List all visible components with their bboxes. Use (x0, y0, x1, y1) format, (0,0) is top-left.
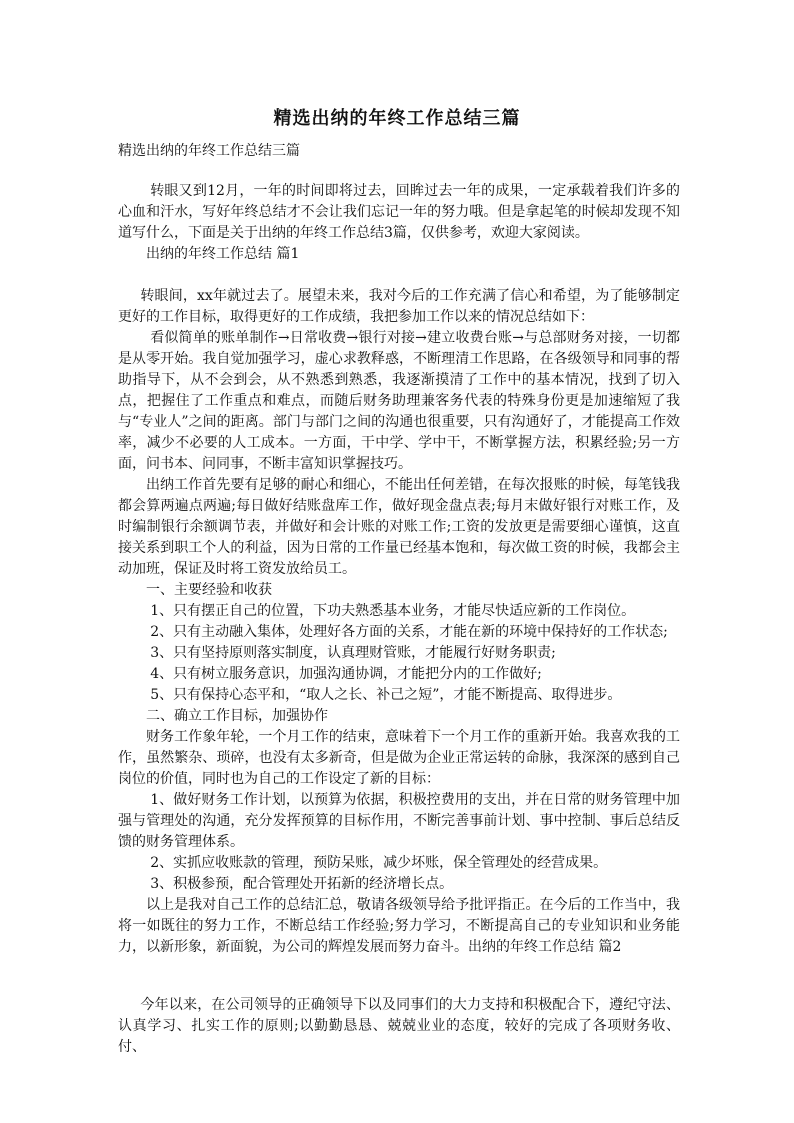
section-heading-1: 一、主要经验和收获 (146, 582, 272, 598)
document-subtitle: 精选出纳的年终工作总结三篇 (118, 143, 300, 159)
intro-block (118, 181, 680, 265)
list-item: 1、只有摆正自己的位置，下功夫熟悉基本业务，才能尽快适应新的工作岗位。 (150, 603, 636, 619)
list-item: 1、做好财务工作计划，以预算为依据，积极控费用的支出，并在日常的财务管理中加强与管理处的沟通，充分发挥预算的目标作用，不断完善事前计划、事中控制、事后总结反馈的财务管理体系。 (118, 792, 680, 850)
list-item: 3、积极参预，配合管理处开拓新的经济增长点。 (150, 876, 454, 892)
list-item: 3、只有坚持原则落实制度，认真理财管账，才能履行好财务职责; (150, 645, 556, 661)
list-item: 2、只有主动融入集体，处理好各方面的关系，才能在新的环境中保持好的工作状态; (150, 624, 668, 640)
part1-body (118, 286, 680, 958)
paragraph-3: 出纳工作首先要有足够的耐心和细心，不能出任何差错，在每次报账的时候，每笔钱我都会算两遍点两遍;每日做好结账盘库工作，做好现金盘点表;每月末做好银行对账工作，及时编制银行余额调节表，并做好和会计账的对账工作;工资的发放更是需要细心谨慎，这直接关系到职工个人的利益，因为日常的工作量已经基本饱和，每次做工资的时候，我都会主动加班，保证及时将工资发放给员工。 (118, 477, 680, 577)
paragraph-1: 转眼间，xx年就过去了。展望未来，我对今后的工作充满了信心和希望，为了能够制定更好的工作目标，取得更好的工作成绩，我把参加工作以来的情况总结如下： (118, 288, 680, 325)
section-heading-2: 二、确立工作目标，加强协作 (146, 708, 328, 724)
paragraph-2: 看似简单的账单制作→日常收费→银行对接→建立收费台账→与总部财务对接，一切都是从零开始。我自觉加强学习，虚心求教释惑，不断理清工作思路，在各级领导和同事的帮助指导下，从不会到会，从不熟悉到熟悉，我逐渐摸清了工作中的基本情况，找到了切入点，把握住了工作重点和难点，而随后财务助理兼客务代表的特殊身份更是加速缩短了我与“专业人”之间的距离。部门与部门之间的沟通也很重要，只有沟通好了，才能提高工作效率，减少不必要的人工成本。一方面，干中学、学中干，不断掌握方法，积累经验;另一方面，问书本、问同事，不断丰富知识掌握技巧。 (118, 330, 680, 472)
document-title: 精选出纳的年终工作总结三篇 (273, 108, 521, 129)
paragraph-5: 以上是我对自己工作的总结汇总，敬请各级领导给予批评指正。在今后的工作当中，我将一如既往的努力工作，不断总结工作经验;努力学习，不断提高自己的专业知识和业务能力，以新形象，新面貌，为公司的辉煌发展而努力奋斗。出纳的年终工作总结 篇2 (118, 897, 680, 955)
list-item: 4、只有树立服务意识，加强沟通协调，才能把分内的工作做好; (150, 666, 542, 682)
paragraph-4: 财务工作象年轮，一个月工作的结束，意味着下一个月工作的重新开始。我喜欢我的工作，虽然繁杂、琐碎，也没有太多新奇，但是做为企业正常运转的命脉，我深深的感到自己岗位的价值，同时也为自己的工作设定了新的目标： (118, 729, 680, 787)
list-item: 2、实抓应收账款的管理，预防呆账，减少坏账，保全管理处的经营成果。 (150, 855, 608, 871)
list-item: 5、只有保持心态平和，“取人之长、补己之短”，才能不断提高、取得进步。 (150, 687, 622, 703)
part2-body (118, 995, 680, 1058)
paragraph-6: 今年以来，在公司领导的正确领导下以及同事们的大力支持和积极配合下，遵纪守法、认真学习、扎实工作的原则;以勤勤恳恳、兢兢业业的态度，较好的完成了各项财务收、付、 (118, 997, 680, 1055)
intro-paragraph: 转眼又到12月，一年的时间即将过去，回眸过去一年的成果，一定承载着我们许多的心血和汗水，写好年终总结才不会让我们忘记一年的努力哦。但是拿起笔的时候却发现不知道写什么，下面是关于出纳的年终工作总结3篇，仅供参考，欢迎大家阅读。 (118, 183, 680, 241)
part1-heading: 出纳的年终工作总结 篇1 (146, 246, 300, 262)
